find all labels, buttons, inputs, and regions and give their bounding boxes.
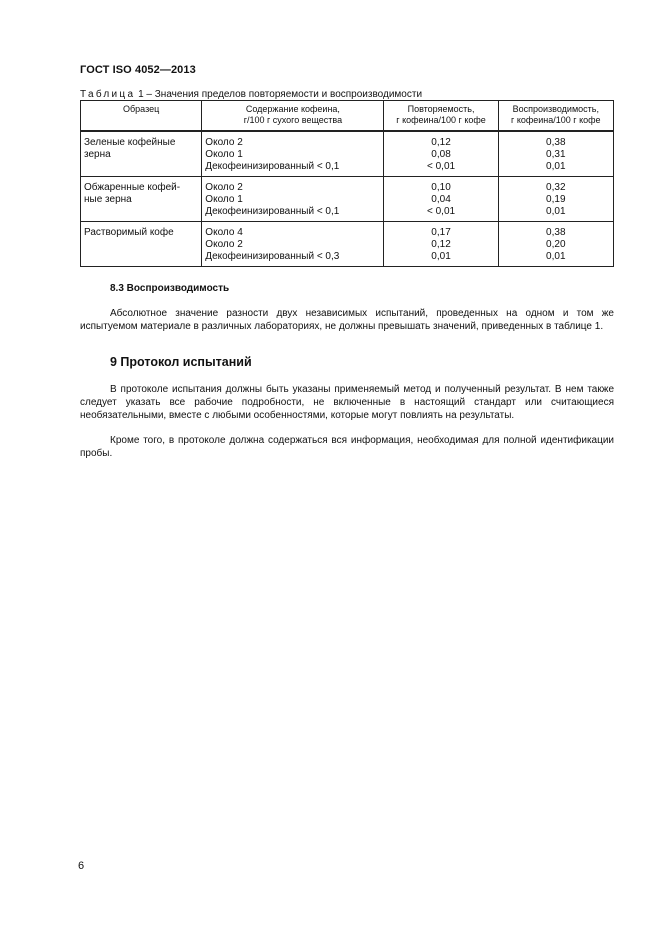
cell-reproducibility: 0,38 0,20 0,01 [498,222,613,267]
cell-repeatability: 0,12 0,08 < 0,01 [384,131,498,177]
section-8-3-paragraph: Абсолютное значение разности двух независимых испытаний, проведенных на одном и том же испытуемом материале в различных лабораториях, не должны превышать значений, приведенных в таблице 1. [80,308,614,332]
table-caption-text: 1 – Значения пределов повторяемости и воспроизводимости [135,89,423,100]
cell-repeatability: 0,17 0,12 0,01 [384,222,498,267]
table-caption [80,89,422,100]
header-reproducibility: Воспроизводимость, г кофеина/100 г кофе [498,101,613,132]
header-repeatability: Повторяемость, г кофеина/100 г кофе [384,101,498,132]
table-row [81,222,614,267]
cell-reproducibility: 0,32 0,19 0,01 [498,177,613,222]
caffeine-limits-table [80,100,614,267]
cell-repeatability: 0,10 0,04 < 0,01 [384,177,498,222]
cell-content: Около 2 Около 1 Декофеинизированный < 0,1 [202,177,384,222]
section-9-paragraph-2: Кроме того, в протоколе должна содержаться вся информация, необходимая для полной идентификации пробы. [80,435,614,459]
section-9-paragraph-1: В протоколе испытания должны быть указаны применяемый метод и полученный результат. В нем также следует указать все рабочие подробности, не включенные в настоящий стандарт или считающиеся необязательными, вместе с любыми особенностями, которые могут повлиять на результаты. [80,384,614,421]
table-row [81,131,614,177]
cell-sample: Обжаренные кофей- ные зерна [81,177,202,222]
table-row [81,177,614,222]
cell-content: Около 4 Около 2 Декофеинизированный < 0,3 [202,222,384,267]
header-content: Содержание кофеина, г/100 г сухого вещества [202,101,384,132]
document-header: ГОСТ ISO 4052—2013 [80,64,196,76]
section-8-3-heading: 8.3 Воспроизводимость [110,283,230,294]
cell-sample: Растворимый кофе [81,222,202,267]
section-9-heading: 9 Протокол испытаний [110,355,252,369]
cell-reproducibility: 0,38 0,31 0,01 [498,131,613,177]
table-caption-word: Таблица [80,89,136,100]
cell-content: Около 2 Около 1 Декофеинизированный < 0,1 [202,131,384,177]
header-sample: Образец [81,101,202,132]
table-header-row [81,101,614,132]
cell-sample: Зеленые кофейные зерна [81,131,202,177]
page-number: 6 [78,860,85,872]
